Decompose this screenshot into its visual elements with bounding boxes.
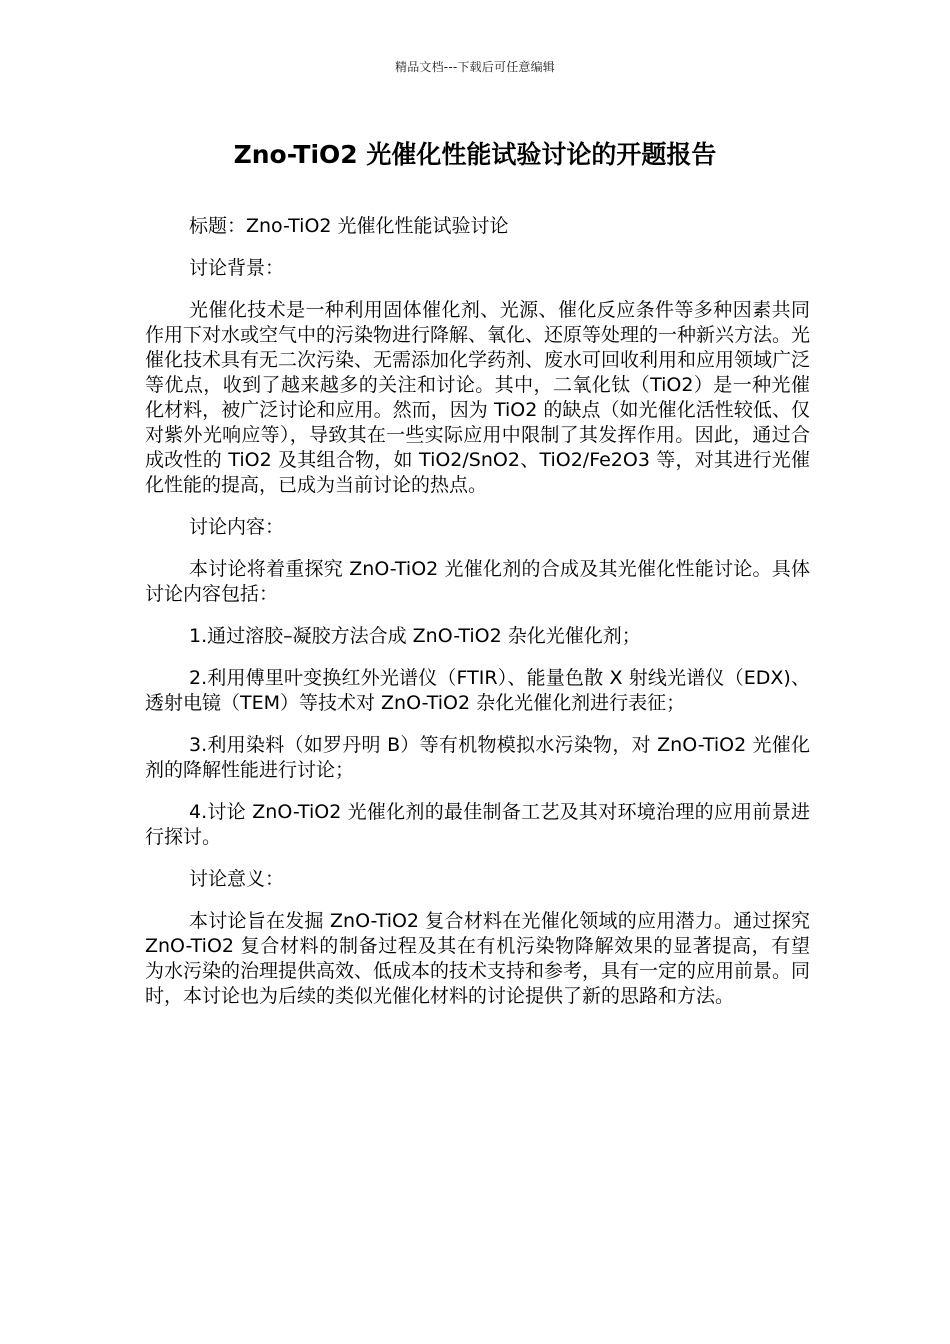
document-title: Zno-TiO2 光催化性能试验讨论的开题报告	[233, 140, 717, 169]
paragraph-background: 光催化技术是一种利用固体催化剂、光源、催化反应条件等多种因素共同作用下对水或空气中的污染物进行降解、氧化、还原等处理的一种新兴方法。光催化技术具有无二次污染、无需添加化学药剂、废水可回收利用和应用领域广泛等优点，收到了越来越多的关注和讨论。其中，二氧化钛（TiO2）是一种光催化材料，被广泛讨论和应用。然而，因为 TiO2 的缺点（如光催化活性较低、仅对紫外光响应等），导致其在一些实际应用中限制了其发挥作用。因此，通过合成改性的 TiO2 及其组合物，如 TiO2/SnO2、TiO2/Fe2O3 等，对其进行光催化性能的提高，已成为当前讨论的热点。	[145, 299, 811, 496]
header-note: 精品文档---下载后可任意编辑	[395, 60, 555, 74]
section-heading-content: 讨论内容：	[189, 516, 285, 538]
list-item-3: 3.利用染料（如罗丹明 B）等有机物模拟水污染物，对 ZnO-TiO2 光催化剂的降解性能进行讨论；	[145, 734, 810, 781]
section-heading-background: 讨论背景：	[189, 257, 285, 279]
subject-line: 标题：Zno-TiO2 光催化性能试验讨论	[189, 215, 509, 237]
list-item-2: 2.利用傅里叶变换红外光谱仪（FTIR）、能量色散 X 射线光谱仪（EDX)、透射电镜（TEM）等技术对 ZnO-TiO2 杂化光催化剂进行表征；	[145, 667, 810, 714]
document-body	[145, 214, 810, 1026]
section-heading-significance: 讨论意义：	[189, 868, 285, 890]
list-item-4: 4.讨论 ZnO-TiO2 光催化剂的最佳制备工艺及其对环境治理的应用前景进行探讨。	[145, 801, 810, 848]
list-item-1: 1.通过溶胶–凝胶方法合成 ZnO-TiO2 杂化光催化剂；	[189, 625, 641, 647]
paragraph-significance: 本讨论旨在发掘 ZnO-TiO2 复合材料在光催化领域的应用潜力。通过探究 ZnO-TiO2 复合材料的制备过程及其在有机污染物降解效果的显著提高，有望为水污染的治理提供高效、低成本的技术支持和参考，具有一定的应用前景。同时，本讨论也为后续的类似光催化材料的讨论提供了新的思路和方法。	[145, 910, 811, 1007]
paragraph-content-intro: 本讨论将着重探究 ZnO-TiO2 光催化剂的合成及其光催化性能讨论。具体讨论内容包括：	[145, 558, 810, 605]
